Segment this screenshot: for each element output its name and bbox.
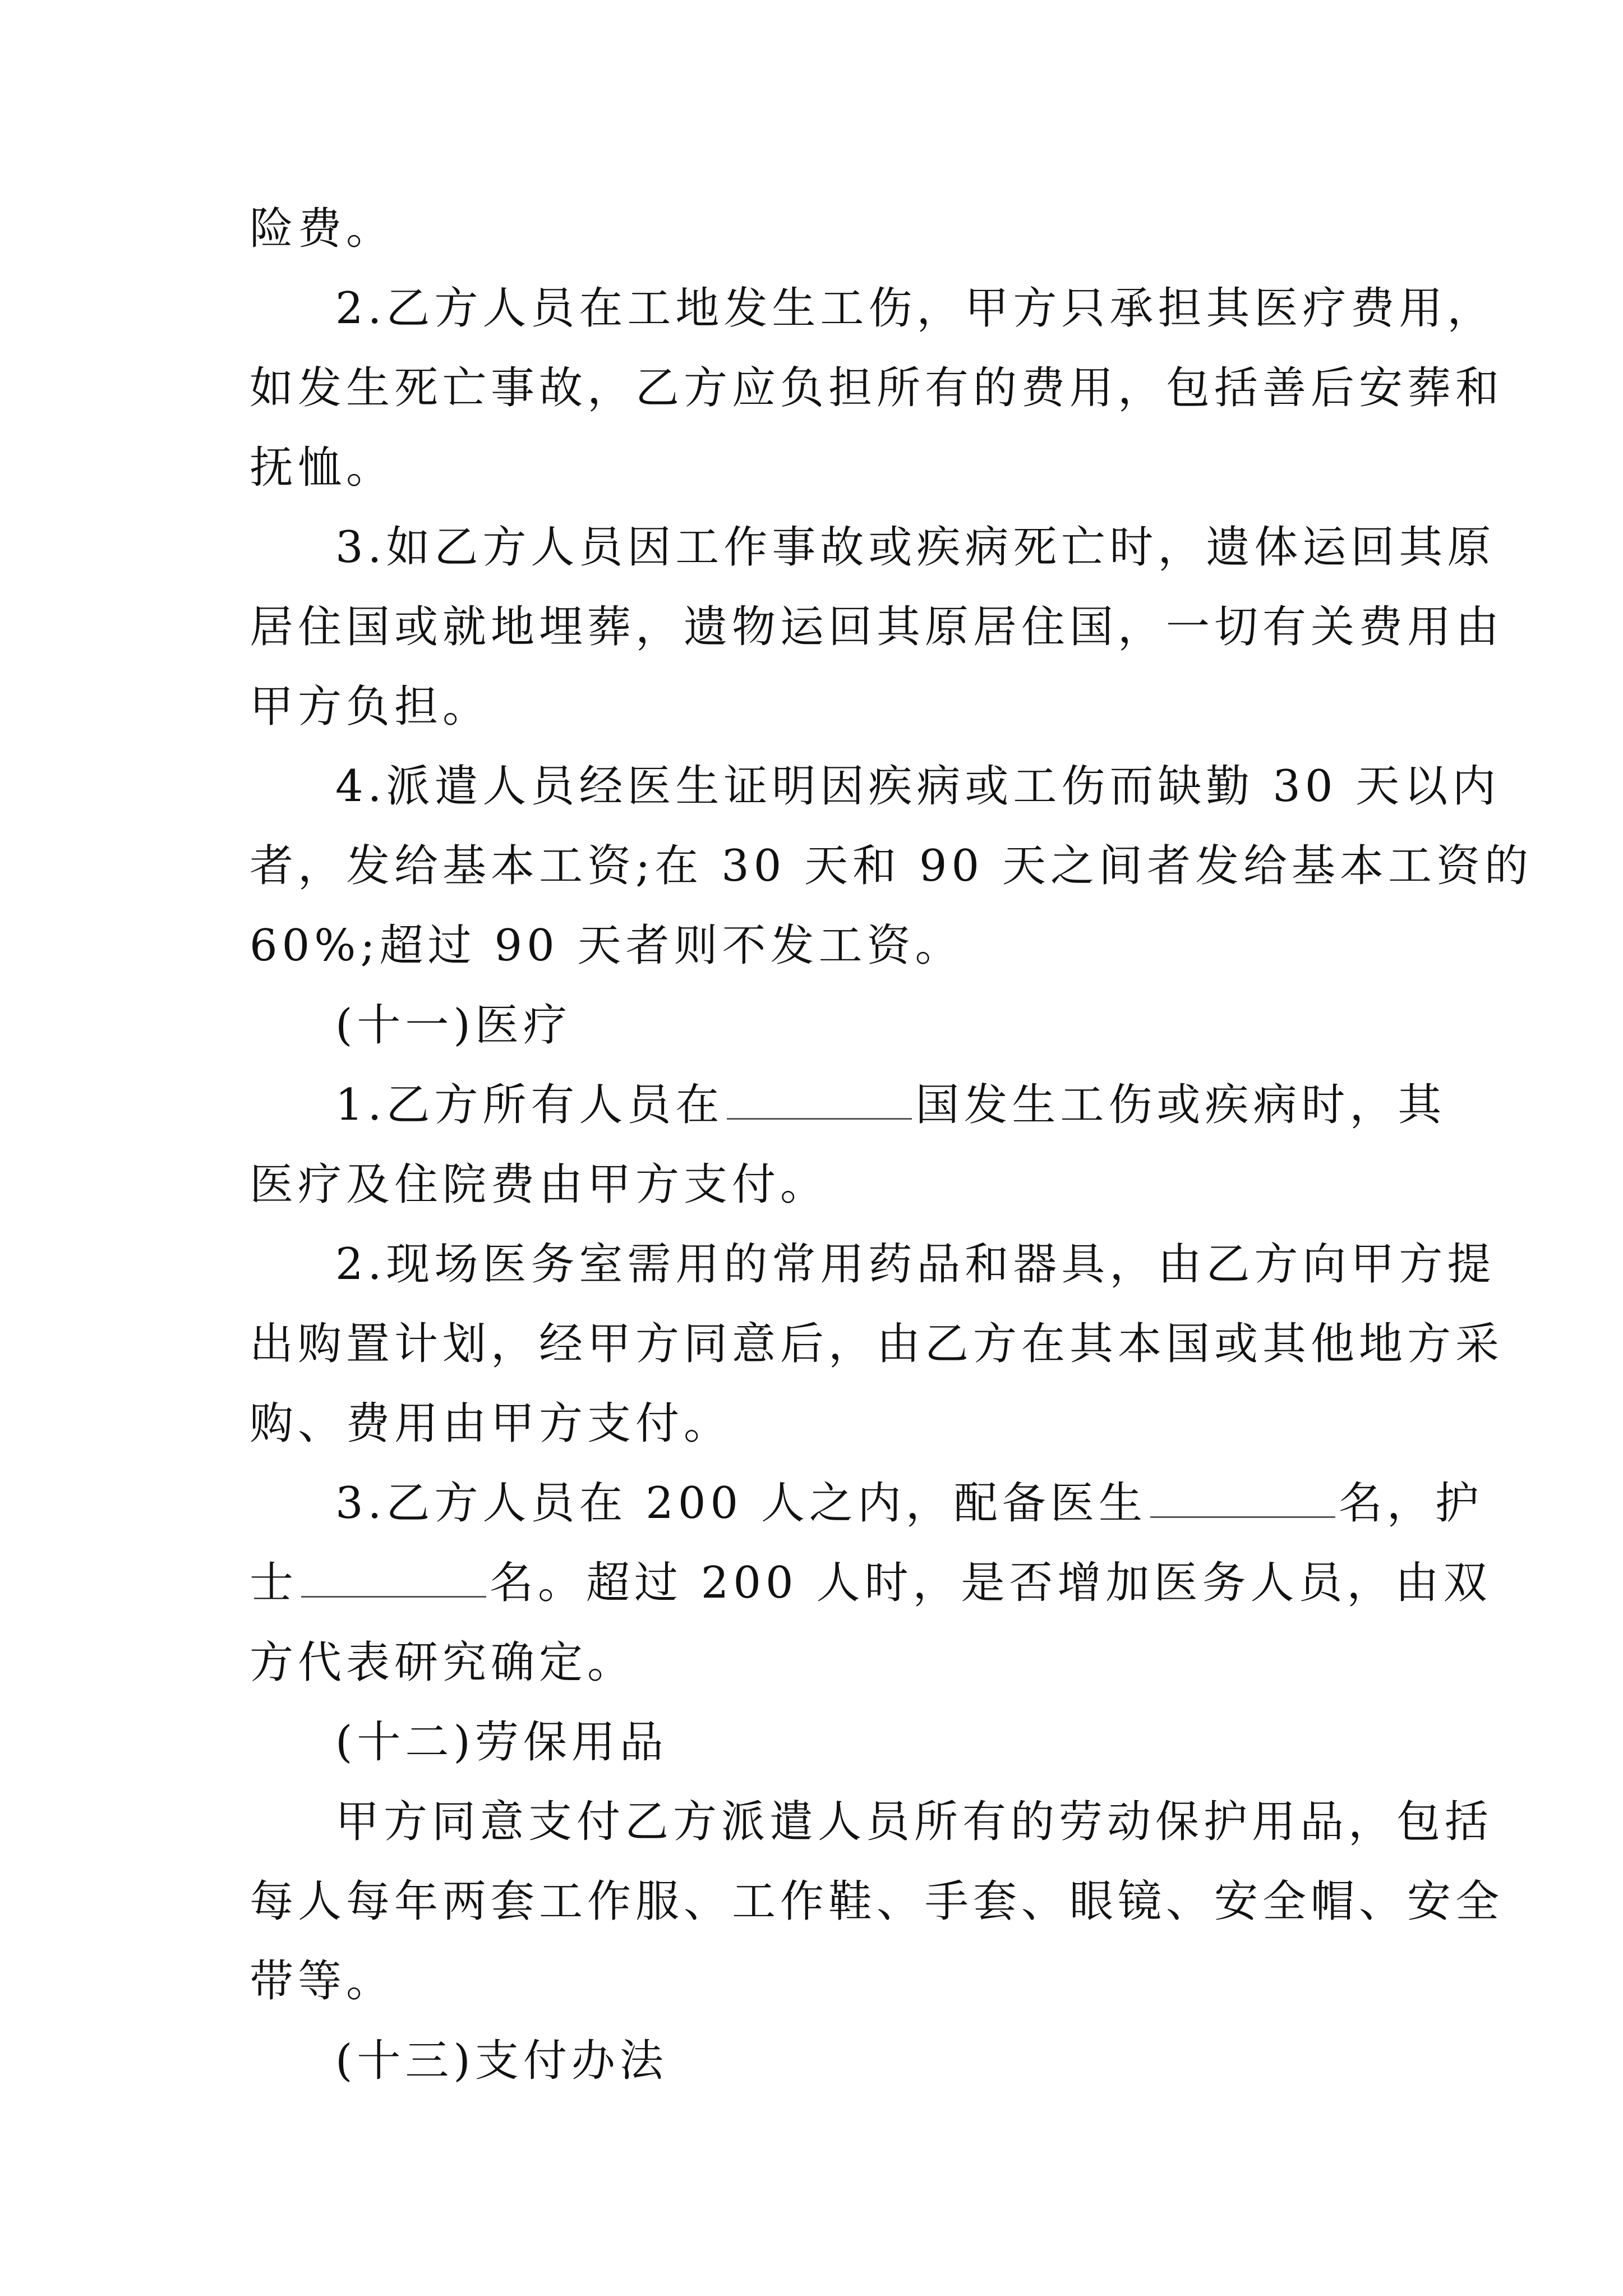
text-line: 士 名。超过 200 人时，是否增加医务人员，由双 <box>250 1558 1492 1608</box>
text-line: 60%;超过 90 天者则不发工资。 <box>250 921 963 971</box>
text-line: 购、费用由甲方支付。 <box>250 1398 732 1449</box>
section-heading-labor-protection: (十二)劳保用品 <box>335 1717 668 1768</box>
text-line: 甲方负担。 <box>250 682 491 732</box>
text-line: 如发生死亡事故，乙方应负担所有的费用，包括善后安葬和 <box>250 363 1504 413</box>
text-line: 2.乙方人员在工地发生工伤，甲方只承担其医疗费用， <box>335 283 1496 334</box>
text-line: 甲方同意支付乙方派遣人员所有的劳动保护用品，包括 <box>335 1797 1493 1847</box>
text-line: 每人每年两套工作服、工作鞋、手套、眼镜、安全帽、安全 <box>250 1876 1504 1927</box>
text-line: 1.乙方所有人员在 国发生工伤或疾病时，其 <box>335 1080 1446 1130</box>
text-line: 带等。 <box>250 1956 395 2007</box>
text-line: 抚恤。 <box>250 443 395 493</box>
text-line: 3.乙方人员在 200 人之内，配备医生 名，护 <box>335 1478 1483 1529</box>
text-line: 医疗及住院费由甲方支付。 <box>250 1159 829 1210</box>
text-line: 出购置计划，经甲方同意后，由乙方在其本国或其他地方采 <box>250 1319 1504 1369</box>
text-line: 险费。 <box>250 204 395 254</box>
text-line: 3.如乙方人员因工作事故或疾病死亡时，遗体运回其原 <box>335 522 1496 573</box>
text-line: 居住国或就地埋葬，遗物运回其原居住国，一切有关费用由 <box>250 602 1504 652</box>
section-heading-payment: (十三)支付办法 <box>335 2036 668 2086</box>
fill-blank <box>727 1079 912 1120</box>
section-heading-medical: (十一)医疗 <box>335 1000 571 1051</box>
fill-blank <box>1150 1477 1335 1518</box>
text-line: 4.派遣人员经医生证明因疾病或工伤而缺勤 30 天以内 <box>335 761 1501 812</box>
text-line: 2.现场医务室需用的常用药品和器具，由乙方向甲方提 <box>335 1239 1496 1290</box>
text-line: 方代表研究确定。 <box>250 1637 636 1688</box>
text-line: 者，发给基本工资;在 30 天和 90 天之间者发给基本工资的 <box>250 841 1533 891</box>
fill-blank <box>301 1557 486 1598</box>
